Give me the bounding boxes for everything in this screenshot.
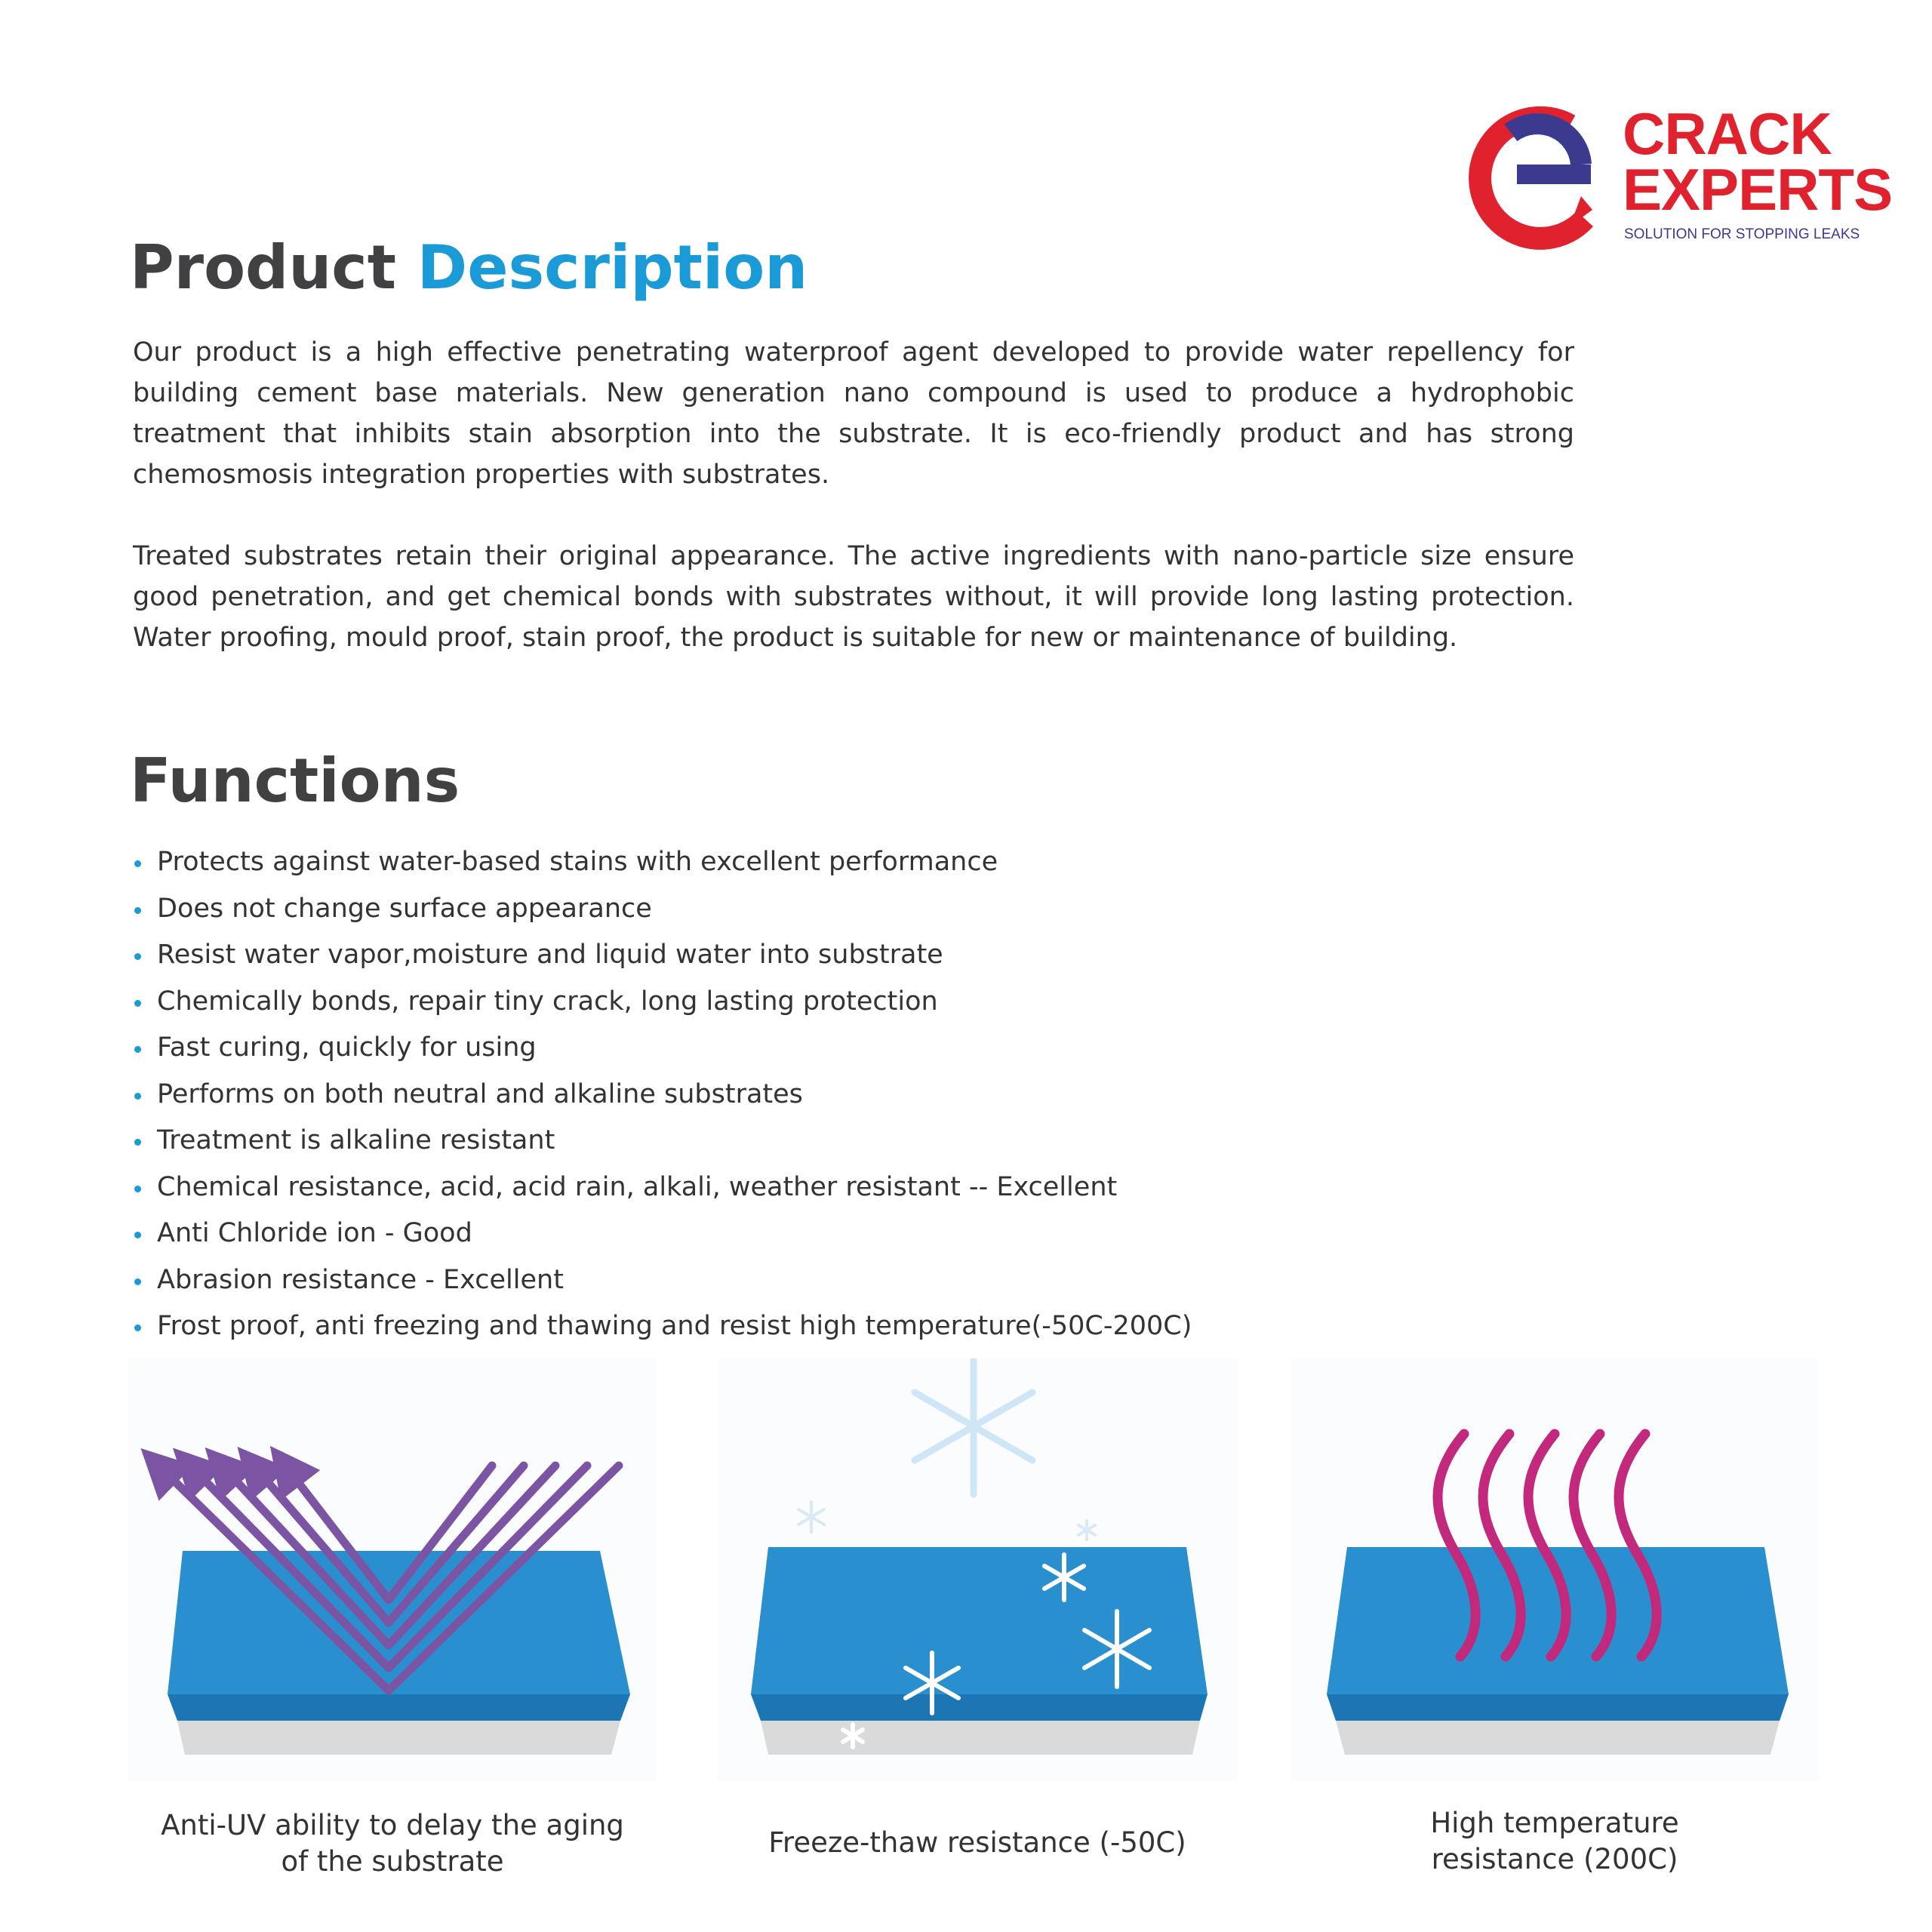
brand-logo — [1464, 100, 1893, 257]
caption-line: Freeze-thaw resistance (-50C) — [768, 1826, 1186, 1859]
list-item: Abrasion resistance - Excellent — [133, 1257, 1192, 1304]
feature-panel-freeze — [717, 1358, 1238, 1781]
brand-name-line1: CRACK — [1623, 100, 1832, 167]
e-ring-logo-icon — [1464, 106, 1615, 257]
list-item: Performs on both neutral and alkaline substrates — [133, 1072, 1192, 1118]
caption-line: Anti-UV ability to delay the aging — [161, 1809, 624, 1841]
heat-waves-icon — [1291, 1358, 1819, 1781]
brand-name-line2: EXPERTS — [1623, 156, 1893, 223]
feature-caption-heat — [1291, 1805, 1819, 1878]
caption-line: resistance (200C) — [1431, 1843, 1678, 1875]
feature-caption-uv — [128, 1807, 657, 1880]
caption-line: High temperature — [1430, 1807, 1679, 1839]
list-item: Fast curing, quickly for using — [133, 1025, 1192, 1072]
uv-rays-icon — [128, 1358, 657, 1781]
list-item: Anti Chloride ion - Good — [133, 1211, 1192, 1257]
feature-panel-uv — [128, 1358, 657, 1781]
snowflakes-icon — [717, 1358, 1238, 1781]
list-item: Resist water vapor,moisture and liquid water into substrate — [133, 932, 1192, 979]
feature-panel-heat — [1291, 1358, 1819, 1781]
functions-list — [133, 839, 1192, 1350]
list-item: Treatment is alkaline resistant — [133, 1118, 1192, 1164]
brand-tagline: SOLUTION FOR STOPPING LEAKS — [1624, 226, 1860, 242]
caption-line: of the substrate — [281, 1845, 504, 1878]
list-item: Chemically bonds, repair tiny crack, long lasting protection — [133, 979, 1192, 1026]
list-item: Chemical resistance, acid, acid rain, alkali, weather resistant -- Excellent — [133, 1164, 1192, 1211]
description-title — [130, 230, 808, 306]
description-paragraph-2: Treated substrates retain their original appearance. The active ingredients with nano-particle size ensure good penetration, and get chemical bonds with substrates without, it will provide long lasting protection. Water proofing, mould proof, stain proof, the product is suitable for new or maintenance of building. — [133, 541, 1574, 653]
list-item: Does not change surface appearance — [133, 886, 1192, 933]
description-title-part1: Product — [130, 232, 396, 303]
brand-name — [1623, 100, 1893, 223]
feature-caption-freeze — [717, 1825, 1238, 1861]
description-paragraph-1: Our product is a high effective penetrating waterproof agent developed to provide water repellency for building cement base materials. New generation nano compound is used to produce a hydrophobic treatment that inhibits stain absorption into the substrate. It is eco-friendly product and has strong chemosmosis integration properties with substrates. — [133, 337, 1574, 490]
list-item: Frost proof, anti freezing and thawing and resist high temperature(-50C-200C) — [133, 1303, 1192, 1350]
functions-title: Functions — [130, 746, 460, 816]
list-item: Protects against water-based stains with excellent performance — [133, 839, 1192, 886]
description-title-part2: Description — [417, 232, 808, 303]
